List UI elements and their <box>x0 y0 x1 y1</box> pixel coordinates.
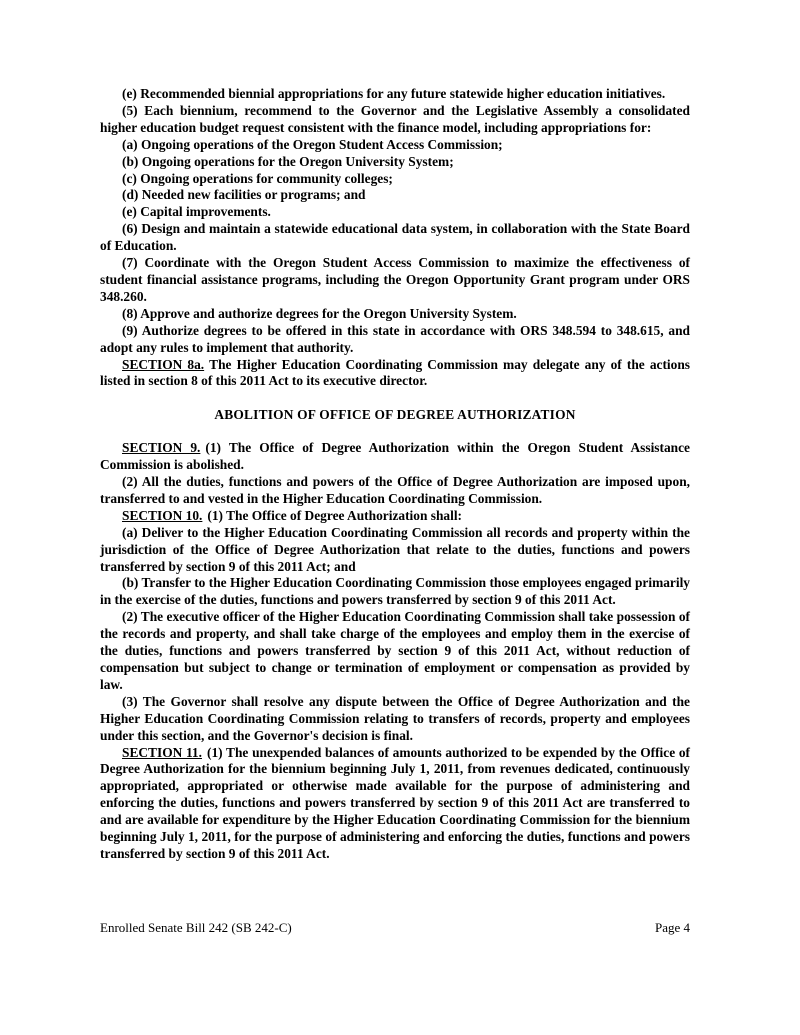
paragraph <box>100 474 690 508</box>
footer-bill-title: Enrolled Senate Bill 242 (SB 242-C) <box>100 920 292 935</box>
paragraph <box>100 154 690 171</box>
paragraph-text: (7) Coordinate with the Oregon Student Access Commission to maximize the effectiveness of student financial assistance programs, including the Oregon Opportunity Grant program under ORS 348.260. <box>100 255 690 304</box>
paragraph-text: (6) Design and maintain a statewide educational data system, in collaboration with the State Board of Education. <box>100 221 690 254</box>
paragraph <box>100 694 690 745</box>
paragraph <box>100 204 690 221</box>
paragraph-text: (5) Each biennium, recommend to the Governor and the Legislative Assembly a consolidated higher education budget request consistent with the finance model, including appropriations for: <box>100 102 690 135</box>
paragraph <box>100 86 690 103</box>
paragraph-text: (2) The executive officer of the Higher Education Coordinating Commission shall take possession of the records and property, and shall take charge of the employees and employ them in the exercise of the duties, functions and powers transferred by section 9 of this 2011 Act, without reduction of compensation but subject to change or termination of employment or compensation as provided by law. <box>100 609 690 692</box>
paragraph <box>100 187 690 204</box>
paragraph-text: (1) The Office of Degree Authorization within the Oregon Student Assistance Commission is abolished. <box>100 440 690 473</box>
paragraph-section-10 <box>100 508 690 525</box>
paragraph-text: (1) The Office of Degree Authorization shall: <box>207 507 463 523</box>
paragraph <box>100 575 690 609</box>
paragraph-text: (a) Deliver to the Higher Education Coordinating Commission all records and property within the jurisdiction of the Office of Degree Authorization that relate to the duties, functions and powers transferred by section 9 of this 2011 Act; and <box>100 524 690 574</box>
paragraph-text: (2) All the duties, functions and powers of the Office of Degree Authorization are imposed upon, transferred to and vested in the Higher Education Coordinating Commission. <box>100 474 690 506</box>
paragraph <box>100 323 690 357</box>
paragraph <box>100 255 690 306</box>
paragraph-text: (a) Ongoing operations of the Oregon Student Access Commission; <box>122 136 503 152</box>
paragraph <box>100 171 690 188</box>
paragraph-text: (e) Recommended biennial appropriations for any future statewide higher education initiatives. <box>122 86 666 101</box>
section-heading: ABOLITION OF OFFICE OF DEGREE AUTHORIZATION <box>214 407 576 423</box>
paragraph-text: The Higher Education Coordinating Commission may delegate any of the actions listed in section 8 of this 2011 Act to its executive director. <box>100 356 691 389</box>
paragraph-text: (d) Needed new facilities or programs; and <box>122 187 366 203</box>
section-label: SECTION 9. <box>122 440 201 456</box>
bill-text <box>100 86 690 863</box>
paragraph-section-11 <box>100 745 690 863</box>
paragraph <box>100 221 690 255</box>
paragraph <box>100 609 690 694</box>
paragraph-section-8a <box>100 357 690 391</box>
paragraph-text: (8) Approve and authorize degrees for the Oregon University System. <box>122 305 517 321</box>
paragraph-text: (e) Capital improvements. <box>122 204 271 220</box>
section-label: SECTION 10. <box>122 507 203 523</box>
paragraph-text: (b) Transfer to the Higher Education Coordinating Commission those employees engaged primarily in the exercise of the duties, functions and powers transferred by section 9 of this 2011 Act. <box>100 575 690 608</box>
paragraph <box>100 137 690 154</box>
paragraph <box>100 103 690 137</box>
paragraph-text: (b) Ongoing operations for the Oregon University System; <box>122 153 454 169</box>
paragraph-text: (3) The Governor shall resolve any dispute between the Office of Degree Authorization and the Higher Education Coordinating Commission relating to transfers of records, property and employees under this section, and the Governor's decision is final. <box>100 693 690 743</box>
footer-page-number: Page 4 <box>654 920 690 935</box>
paragraph <box>100 525 690 576</box>
footer <box>100 920 690 936</box>
paragraph-text: (1) The unexpended balances of amounts authorized to be expended by the Office of Degree Authorization for the biennium beginning July 1, 2011, from revenues dedicated, continuously appropriated, appropriated or otherwise made available for the purpose of administering and enforcing the duties, functions and powers transferred by section 9 of this 2011 Act are transferred to and are available for expenditure by the Higher Education Coordinating Commission for the biennium beginning July 1, 2011, for the purpose of administering and enforcing the duties, functions and powers transferred by section 9 of this 2011 Act. <box>100 744 691 861</box>
section-label: SECTION 8a. <box>122 356 205 372</box>
paragraph-text: (9) Authorize degrees to be offered in this state in accordance with ORS 348.594 to 348.615, and adopt any rules to implement that authority. <box>100 322 690 355</box>
paragraph <box>100 306 690 323</box>
section-label: SECTION 11. <box>122 744 202 760</box>
paragraph-text: (c) Ongoing operations for community colleges; <box>122 170 393 186</box>
paragraph-section-9 <box>100 440 690 474</box>
